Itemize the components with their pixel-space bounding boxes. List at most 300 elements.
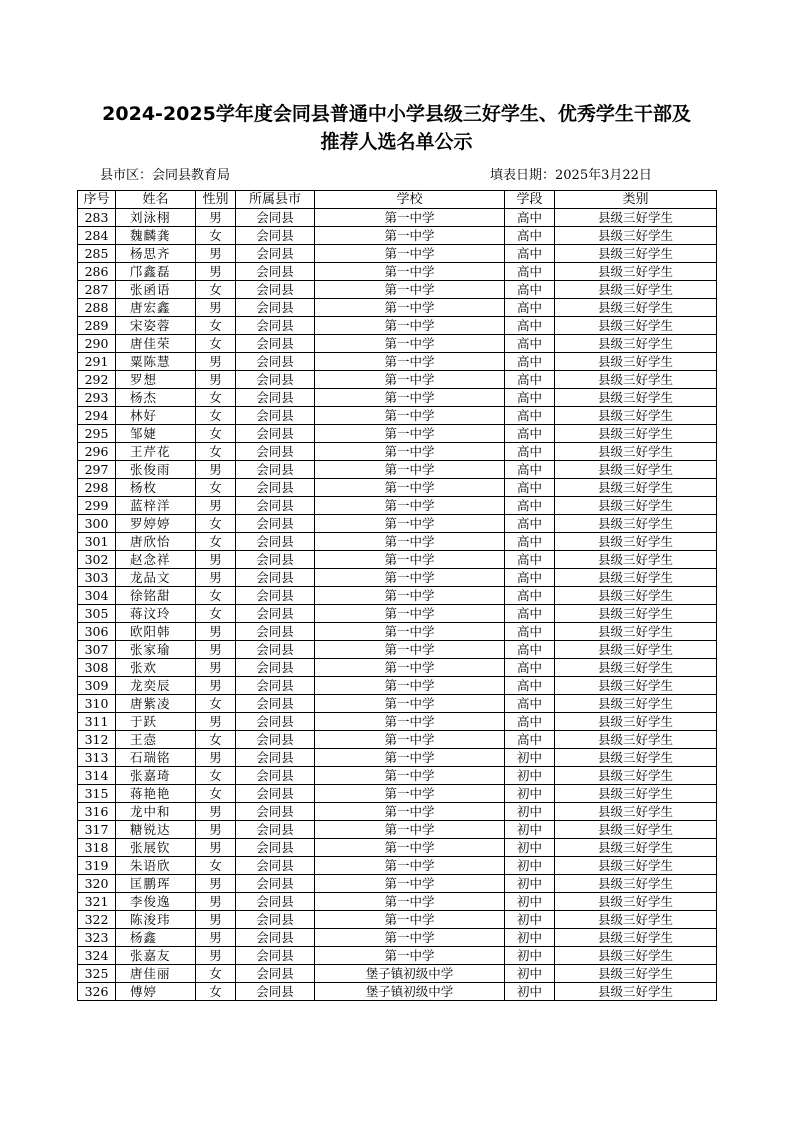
- cell-school: 第一中学: [315, 623, 505, 641]
- cell-gender: 男: [196, 461, 236, 479]
- cell-gender: 男: [196, 641, 236, 659]
- cell-school: 第一中学: [315, 839, 505, 857]
- cell-name: 王芹花: [116, 443, 196, 461]
- cell-name: 糖锐达: [116, 821, 196, 839]
- cell-index: 304: [78, 587, 116, 605]
- cell-index: 283: [78, 209, 116, 227]
- cell-gender: 女: [196, 479, 236, 497]
- cell-stage: 高中: [505, 533, 555, 551]
- cell-name: 杨枚: [116, 479, 196, 497]
- cell-stage: 高中: [505, 497, 555, 515]
- cell-stage: 初中: [505, 857, 555, 875]
- table-header-row: [78, 191, 717, 209]
- table-row: [78, 875, 717, 893]
- header-index: 序号: [78, 191, 116, 209]
- cell-name: 张展钦: [116, 839, 196, 857]
- cell-gender: 男: [196, 929, 236, 947]
- cell-index: 294: [78, 407, 116, 425]
- cell-county: 会同县: [236, 443, 315, 461]
- cell-index: 311: [78, 713, 116, 731]
- table-row: [78, 371, 717, 389]
- cell-category: 县级三好学生: [555, 281, 717, 299]
- cell-index: 318: [78, 839, 116, 857]
- cell-stage: 初中: [505, 947, 555, 965]
- cell-county: 会同县: [236, 461, 315, 479]
- table-row: [78, 551, 717, 569]
- cell-school: 第一中学: [315, 317, 505, 335]
- cell-county: 会同县: [236, 623, 315, 641]
- cell-gender: 男: [196, 713, 236, 731]
- table-row: [78, 317, 717, 335]
- cell-school: 第一中学: [315, 857, 505, 875]
- cell-stage: 初中: [505, 821, 555, 839]
- cell-index: 289: [78, 317, 116, 335]
- cell-stage: 初中: [505, 749, 555, 767]
- cell-gender: 女: [196, 857, 236, 875]
- table-row: [78, 821, 717, 839]
- cell-stage: 高中: [505, 317, 555, 335]
- table-row: [78, 659, 717, 677]
- cell-name: 宋姿蓉: [116, 317, 196, 335]
- cell-stage: 高中: [505, 479, 555, 497]
- cell-category: 县级三好学生: [555, 983, 717, 1001]
- cell-category: 县级三好学生: [555, 659, 717, 677]
- cell-gender: 男: [196, 875, 236, 893]
- cell-name: 邝鑫磊: [116, 263, 196, 281]
- cell-county: 会同县: [236, 533, 315, 551]
- cell-name: 杨杰: [116, 389, 196, 407]
- cell-county: 会同县: [236, 875, 315, 893]
- cell-gender: 男: [196, 749, 236, 767]
- cell-stage: 高中: [505, 623, 555, 641]
- cell-county: 会同县: [236, 353, 315, 371]
- cell-category: 县级三好学生: [555, 587, 717, 605]
- cell-stage: 高中: [505, 713, 555, 731]
- header-county: 所属县市: [236, 191, 315, 209]
- cell-category: 县级三好学生: [555, 317, 717, 335]
- cell-county: 会同县: [236, 767, 315, 785]
- cell-stage: 高中: [505, 461, 555, 479]
- cell-index: 310: [78, 695, 116, 713]
- cell-gender: 女: [196, 407, 236, 425]
- table-row: [78, 263, 717, 281]
- table-row: [78, 857, 717, 875]
- cell-category: 县级三好学生: [555, 821, 717, 839]
- cell-county: 会同县: [236, 371, 315, 389]
- cell-school: 第一中学: [315, 587, 505, 605]
- cell-gender: 女: [196, 389, 236, 407]
- cell-county: 会同县: [236, 821, 315, 839]
- cell-category: 县级三好学生: [555, 677, 717, 695]
- cell-index: 323: [78, 929, 116, 947]
- cell-county: 会同县: [236, 695, 315, 713]
- cell-stage: 高中: [505, 407, 555, 425]
- cell-index: 313: [78, 749, 116, 767]
- cell-index: 306: [78, 623, 116, 641]
- cell-county: 会同县: [236, 587, 315, 605]
- cell-county: 会同县: [236, 281, 315, 299]
- cell-county: 会同县: [236, 965, 315, 983]
- cell-gender: 男: [196, 893, 236, 911]
- cell-stage: 初中: [505, 767, 555, 785]
- table-row: [78, 713, 717, 731]
- cell-category: 县级三好学生: [555, 245, 717, 263]
- cell-name: 蒋汶玲: [116, 605, 196, 623]
- cell-school: 第一中学: [315, 893, 505, 911]
- cell-name: 张俊雨: [116, 461, 196, 479]
- cell-county: 会同县: [236, 839, 315, 857]
- cell-category: 县级三好学生: [555, 227, 717, 245]
- cell-county: 会同县: [236, 425, 315, 443]
- cell-school: 第一中学: [315, 641, 505, 659]
- cell-name: 傅婷: [116, 983, 196, 1001]
- cell-school: 第一中学: [315, 929, 505, 947]
- table-row: [78, 839, 717, 857]
- table-row: [78, 731, 717, 749]
- cell-school: 第一中学: [315, 461, 505, 479]
- cell-gender: 男: [196, 677, 236, 695]
- cell-stage: 高中: [505, 371, 555, 389]
- cell-index: 300: [78, 515, 116, 533]
- table-row: [78, 515, 717, 533]
- cell-index: 319: [78, 857, 116, 875]
- table-row: [78, 605, 717, 623]
- cell-index: 296: [78, 443, 116, 461]
- cell-name: 邹婕: [116, 425, 196, 443]
- cell-name: 罗婷婷: [116, 515, 196, 533]
- table-row: [78, 425, 717, 443]
- cell-gender: 女: [196, 965, 236, 983]
- cell-category: 县级三好学生: [555, 497, 717, 515]
- cell-category: 县级三好学生: [555, 731, 717, 749]
- cell-county: 会同县: [236, 641, 315, 659]
- cell-name: 龙品文: [116, 569, 196, 587]
- cell-stage: 高中: [505, 659, 555, 677]
- cell-category: 县级三好学生: [555, 749, 717, 767]
- cell-index: 285: [78, 245, 116, 263]
- cell-county: 会同县: [236, 569, 315, 587]
- cell-category: 县级三好学生: [555, 263, 717, 281]
- cell-school: 第一中学: [315, 767, 505, 785]
- cell-gender: 女: [196, 443, 236, 461]
- cell-gender: 男: [196, 947, 236, 965]
- header-name: 姓名: [116, 191, 196, 209]
- cell-category: 县级三好学生: [555, 641, 717, 659]
- cell-stage: 高中: [505, 515, 555, 533]
- cell-school: 第一中学: [315, 785, 505, 803]
- cell-gender: 男: [196, 209, 236, 227]
- cell-gender: 女: [196, 281, 236, 299]
- cell-stage: 高中: [505, 731, 555, 749]
- cell-school: 堡子镇初级中学: [315, 983, 505, 1001]
- cell-county: 会同县: [236, 497, 315, 515]
- cell-gender: 女: [196, 605, 236, 623]
- cell-school: 第一中学: [315, 605, 505, 623]
- cell-category: 县级三好学生: [555, 767, 717, 785]
- cell-index: 308: [78, 659, 116, 677]
- cell-gender: 女: [196, 425, 236, 443]
- cell-gender: 女: [196, 731, 236, 749]
- title-line-2: 推荐人选名单公示: [320, 131, 473, 153]
- cell-gender: 男: [196, 911, 236, 929]
- cell-index: 315: [78, 785, 116, 803]
- cell-category: 县级三好学生: [555, 335, 717, 353]
- cell-category: 县级三好学生: [555, 443, 717, 461]
- cell-school: 第一中学: [315, 335, 505, 353]
- cell-school: 第一中学: [315, 947, 505, 965]
- cell-index: 297: [78, 461, 116, 479]
- cell-gender: 女: [196, 767, 236, 785]
- cell-name: 王悫: [116, 731, 196, 749]
- cell-school: 第一中学: [315, 371, 505, 389]
- cell-name: 张家瑜: [116, 641, 196, 659]
- cell-category: 县级三好学生: [555, 713, 717, 731]
- table-row: [78, 389, 717, 407]
- cell-county: 会同县: [236, 227, 315, 245]
- cell-school: 第一中学: [315, 875, 505, 893]
- cell-gender: 男: [196, 623, 236, 641]
- table-row: [78, 227, 717, 245]
- cell-gender: 女: [196, 227, 236, 245]
- table-row: [78, 497, 717, 515]
- cell-name: 唐佳荣: [116, 335, 196, 353]
- table-row: [78, 803, 717, 821]
- cell-name: 赵念祥: [116, 551, 196, 569]
- cell-gender: 男: [196, 803, 236, 821]
- cell-school: 第一中学: [315, 245, 505, 263]
- cell-county: 会同县: [236, 659, 315, 677]
- cell-category: 县级三好学生: [555, 551, 717, 569]
- cell-index: 291: [78, 353, 116, 371]
- cell-index: 298: [78, 479, 116, 497]
- cell-stage: 高中: [505, 353, 555, 371]
- cell-county: 会同县: [236, 731, 315, 749]
- cell-stage: 初中: [505, 893, 555, 911]
- header-stage: 学段: [505, 191, 555, 209]
- cell-county: 会同县: [236, 335, 315, 353]
- student-list-table: [77, 190, 717, 1001]
- cell-stage: 初中: [505, 803, 555, 821]
- cell-gender: 男: [196, 263, 236, 281]
- cell-stage: 高中: [505, 587, 555, 605]
- cell-stage: 初中: [505, 875, 555, 893]
- cell-county: 会同县: [236, 605, 315, 623]
- cell-stage: 高中: [505, 245, 555, 263]
- cell-county: 会同县: [236, 263, 315, 281]
- table-row: [78, 965, 717, 983]
- cell-stage: 高中: [505, 209, 555, 227]
- cell-gender: 男: [196, 839, 236, 857]
- cell-index: 320: [78, 875, 116, 893]
- cell-school: 第一中学: [315, 209, 505, 227]
- cell-index: 309: [78, 677, 116, 695]
- cell-name: 欧阳韩: [116, 623, 196, 641]
- cell-county: 会同县: [236, 551, 315, 569]
- header-school: 学校: [315, 191, 505, 209]
- cell-index: 322: [78, 911, 116, 929]
- cell-gender: 男: [196, 299, 236, 317]
- cell-category: 县级三好学生: [555, 857, 717, 875]
- table-row: [78, 929, 717, 947]
- cell-stage: 高中: [505, 389, 555, 407]
- table-row: [78, 479, 717, 497]
- cell-stage: 高中: [505, 263, 555, 281]
- table-row: [78, 335, 717, 353]
- cell-school: 第一中学: [315, 407, 505, 425]
- cell-county: 会同县: [236, 893, 315, 911]
- cell-county: 会同县: [236, 785, 315, 803]
- cell-category: 县级三好学生: [555, 299, 717, 317]
- table-row: [78, 533, 717, 551]
- cell-school: 第一中学: [315, 695, 505, 713]
- cell-stage: 初中: [505, 965, 555, 983]
- cell-school: 第一中学: [315, 731, 505, 749]
- cell-county: 会同县: [236, 515, 315, 533]
- cell-gender: 男: [196, 659, 236, 677]
- cell-county: 会同县: [236, 299, 315, 317]
- cell-category: 县级三好学生: [555, 839, 717, 857]
- cell-school: 第一中学: [315, 713, 505, 731]
- cell-category: 县级三好学生: [555, 623, 717, 641]
- cell-school: 第一中学: [315, 515, 505, 533]
- cell-gender: 男: [196, 551, 236, 569]
- cell-name: 蒋艳艳: [116, 785, 196, 803]
- cell-gender: 女: [196, 587, 236, 605]
- cell-stage: 高中: [505, 695, 555, 713]
- cell-stage: 高中: [505, 281, 555, 299]
- cell-name: 罗想: [116, 371, 196, 389]
- cell-name: 张函语: [116, 281, 196, 299]
- cell-category: 县级三好学生: [555, 785, 717, 803]
- cell-name: 粟陈慧: [116, 353, 196, 371]
- cell-stage: 高中: [505, 443, 555, 461]
- cell-gender: 男: [196, 371, 236, 389]
- cell-county: 会同县: [236, 713, 315, 731]
- cell-stage: 初中: [505, 839, 555, 857]
- table-row: [78, 569, 717, 587]
- cell-index: 295: [78, 425, 116, 443]
- cell-gender: 男: [196, 497, 236, 515]
- cell-name: 匡鹏珲: [116, 875, 196, 893]
- cell-category: 县级三好学生: [555, 425, 717, 443]
- table-row: [78, 461, 717, 479]
- cell-name: 张嘉友: [116, 947, 196, 965]
- cell-name: 林好: [116, 407, 196, 425]
- cell-school: 第一中学: [315, 821, 505, 839]
- cell-county: 会同县: [236, 317, 315, 335]
- cell-stage: 初中: [505, 929, 555, 947]
- table-row: [78, 785, 717, 803]
- cell-stage: 高中: [505, 605, 555, 623]
- cell-county: 会同县: [236, 929, 315, 947]
- cell-name: 蓝梓洋: [116, 497, 196, 515]
- cell-name: 唐佳丽: [116, 965, 196, 983]
- cell-index: 317: [78, 821, 116, 839]
- cell-name: 刘泳栩: [116, 209, 196, 227]
- cell-index: 302: [78, 551, 116, 569]
- cell-index: 316: [78, 803, 116, 821]
- cell-category: 县级三好学生: [555, 209, 717, 227]
- cell-gender: 女: [196, 533, 236, 551]
- cell-county: 会同县: [236, 947, 315, 965]
- cell-category: 县级三好学生: [555, 965, 717, 983]
- cell-category: 县级三好学生: [555, 569, 717, 587]
- table-row: [78, 245, 717, 263]
- cell-county: 会同县: [236, 857, 315, 875]
- cell-school: 第一中学: [315, 353, 505, 371]
- cell-school: 第一中学: [315, 659, 505, 677]
- cell-county: 会同县: [236, 389, 315, 407]
- cell-gender: 女: [196, 785, 236, 803]
- cell-category: 县级三好学生: [555, 533, 717, 551]
- cell-category: 县级三好学生: [555, 929, 717, 947]
- cell-name: 张嘉琦: [116, 767, 196, 785]
- cell-school: 第一中学: [315, 227, 505, 245]
- cell-name: 石瑞铭: [116, 749, 196, 767]
- cell-index: 286: [78, 263, 116, 281]
- cell-gender: 男: [196, 245, 236, 263]
- cell-school: 第一中学: [315, 677, 505, 695]
- cell-index: 324: [78, 947, 116, 965]
- cell-school: 第一中学: [315, 551, 505, 569]
- table-row: [78, 209, 717, 227]
- cell-county: 会同县: [236, 479, 315, 497]
- table-row: [78, 623, 717, 641]
- cell-name: 杨鑫: [116, 929, 196, 947]
- cell-stage: 高中: [505, 227, 555, 245]
- cell-county: 会同县: [236, 245, 315, 263]
- table-row: [78, 749, 717, 767]
- table-row: [78, 767, 717, 785]
- cell-index: 314: [78, 767, 116, 785]
- cell-name: 陈浚玮: [116, 911, 196, 929]
- cell-school: 第一中学: [315, 479, 505, 497]
- cell-category: 县级三好学生: [555, 461, 717, 479]
- cell-index: 303: [78, 569, 116, 587]
- cell-school: 第一中学: [315, 425, 505, 443]
- cell-school: 第一中学: [315, 443, 505, 461]
- cell-name: 唐宏鑫: [116, 299, 196, 317]
- table-row: [78, 281, 717, 299]
- cell-school: 第一中学: [315, 749, 505, 767]
- cell-category: 县级三好学生: [555, 695, 717, 713]
- cell-index: 299: [78, 497, 116, 515]
- cell-name: 唐紫凌: [116, 695, 196, 713]
- table-row: [78, 299, 717, 317]
- cell-gender: 男: [196, 821, 236, 839]
- table-row: [78, 353, 717, 371]
- cell-gender: 女: [196, 983, 236, 1001]
- cell-school: 第一中学: [315, 497, 505, 515]
- cell-index: 305: [78, 605, 116, 623]
- cell-category: 县级三好学生: [555, 407, 717, 425]
- cell-gender: 男: [196, 353, 236, 371]
- cell-stage: 高中: [505, 425, 555, 443]
- cell-category: 县级三好学生: [555, 371, 717, 389]
- cell-index: 288: [78, 299, 116, 317]
- cell-gender: 女: [196, 335, 236, 353]
- cell-county: 会同县: [236, 803, 315, 821]
- cell-category: 县级三好学生: [555, 947, 717, 965]
- cell-stage: 高中: [505, 677, 555, 695]
- cell-name: 徐铭甜: [116, 587, 196, 605]
- cell-school: 第一中学: [315, 533, 505, 551]
- cell-stage: 初中: [505, 983, 555, 1001]
- cell-name: 龙中和: [116, 803, 196, 821]
- cell-index: 312: [78, 731, 116, 749]
- cell-stage: 高中: [505, 569, 555, 587]
- cell-stage: 高中: [505, 299, 555, 317]
